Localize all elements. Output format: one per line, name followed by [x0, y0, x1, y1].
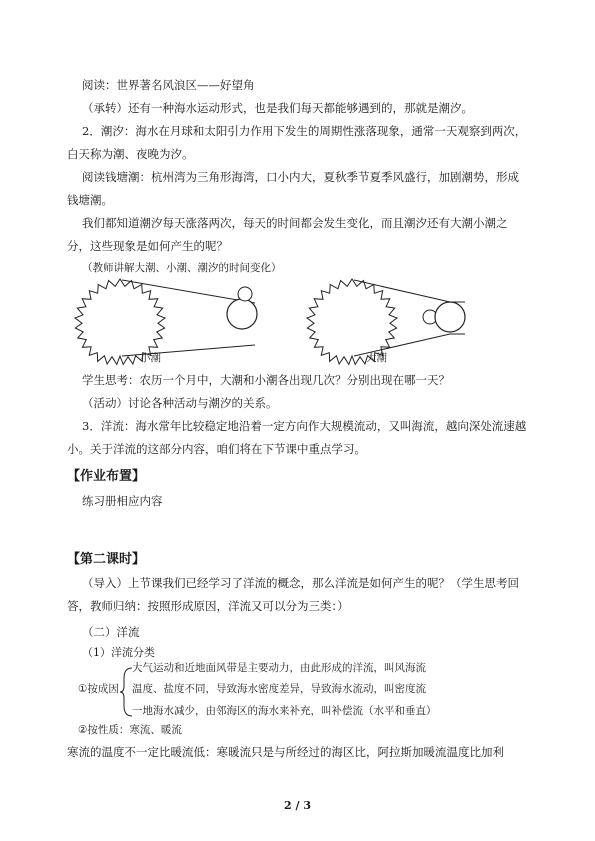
class-compensation-current: 一地海水减少，由邻海区的海水来补充，叫补偿流（水平和垂直）	[132, 705, 437, 717]
spring-tide-label: 大潮	[366, 352, 387, 364]
class-by-cause-label: ①按成因	[78, 683, 119, 695]
tide-question-1: 我们都知道潮汐每天涨落两次，每天的时间都会发生变化，而且潮汐还有大潮小潮之	[82, 216, 508, 230]
second-lesson-heading: 【第二课时】	[67, 552, 146, 567]
earth-left	[227, 299, 257, 329]
tide-definition-1: 2．潮汐：海水在月球和太阳引力作用下发生的周期性涨落现象，通常一天观察到两次，	[82, 124, 527, 138]
cold-warm-note: 寒流的温度不一定比暖流低：寒暖流只是与所经过的海区比，阿拉斯加暖流温度比加利	[67, 745, 504, 759]
moon-left	[238, 287, 252, 301]
intro-line-1: （导入）上节课我们已经学习了洋流的概念，那么洋流是如何产生的呢？（学生思考回	[82, 576, 519, 590]
homework-heading: 【作业布置】	[67, 469, 146, 484]
earth-right	[435, 302, 465, 332]
page-number: 2 / 3	[284, 799, 311, 812]
qiantang-reading-1: 阅读钱塘潮：杭州湾为三角形海湾，口小内大，夏秋季节夏季风盛行，加剧潮势，形成	[82, 170, 519, 184]
teacher-note: （教师讲解大潮、小潮、潮汐的时间变化）	[82, 262, 282, 274]
neap-tide-figure	[75, 279, 257, 364]
intro-line-2: 答，教师归纳：按照形成原因，洋流又可以分为三类：）	[67, 599, 349, 613]
class-density-current: 温度、盐度不同，导致海水密度差异，导致海水流动，叫密度流	[132, 683, 426, 695]
homework-text: 练习册相应内容	[82, 494, 163, 508]
ocean-current-def-1: 3．洋流：海水常年比较稳定地沿着一定方向作大规模流动，又叫海流，越向深处流速越	[82, 419, 527, 433]
neap-tide-label: 小潮	[140, 352, 161, 364]
ocean-current-def-2: 小。关于洋流的这部分内容，咱们将在下节课中重点学习。	[67, 442, 366, 456]
reading-good-hope: 阅读：世界著名风浪区——好望角	[82, 78, 255, 92]
bracket	[119, 666, 133, 718]
activity-text: （活动）讨论各种活动与潮汐的关系。	[82, 396, 278, 410]
class-by-nature: ②按性质：寒流、暖流	[78, 724, 182, 736]
tide-definition-2: 白天称为潮、夜晚为汐。	[67, 147, 194, 161]
subsection-classification: （1）洋流分类	[82, 646, 155, 659]
tide-diagram	[70, 276, 490, 366]
class-wind-current: 大气运动和近地面风带是主要动力，由此形成的洋流，叫风海流	[132, 662, 426, 674]
qiantang-reading-2: 钱塘潮。	[67, 193, 113, 207]
transition-text: （承转）还有一种海水运动形式，也是我们每天都能够遇到的，那就是潮汐。	[82, 101, 473, 115]
tide-question-2: 分，这些现象是如何产生的呢？	[67, 239, 228, 253]
student-think: 学生思考：农历一个月中，大潮和小潮各出现几次？分别出现在哪一天？	[82, 373, 450, 387]
section-ocean-current: （二）洋流	[82, 625, 140, 639]
